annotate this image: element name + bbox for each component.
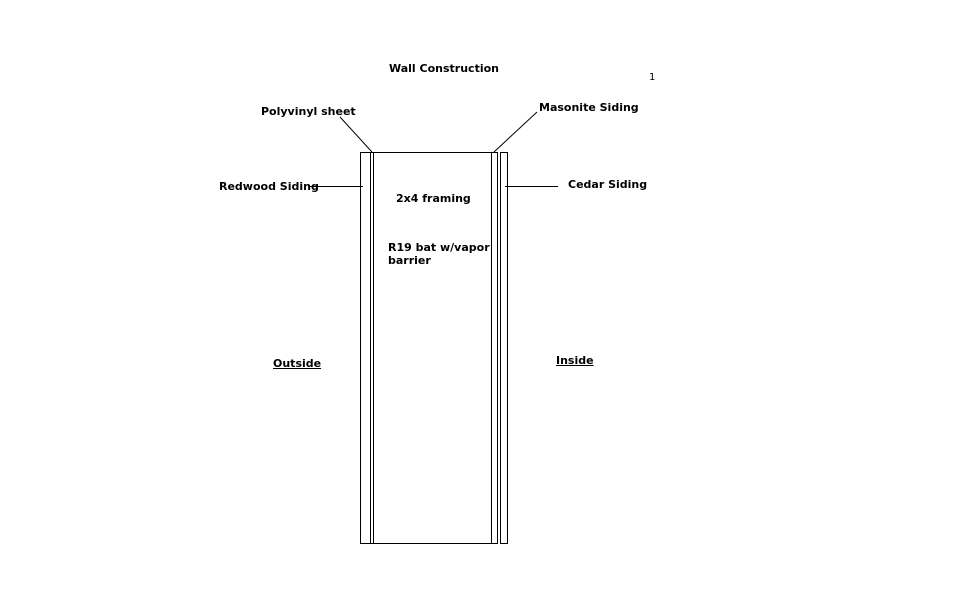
diagram-title: Wall Construction xyxy=(389,62,499,75)
inside-label: Inside xyxy=(556,354,594,367)
masonite-siding-label: Masonite Siding xyxy=(539,101,639,114)
polyvinyl-leader-line xyxy=(340,117,372,152)
polyvinyl-sheet-label: Polyvinyl sheet xyxy=(261,105,356,118)
framing-layer xyxy=(374,153,492,544)
cedar-siding-label: Cedar Siding xyxy=(568,178,648,191)
outside-label: Outside xyxy=(273,357,322,370)
redwood-siding-label: Redwood Siding xyxy=(219,180,319,193)
insulation-label: R19 bat w/vapor barrier xyxy=(388,241,490,267)
framing-label: 2x4 framing xyxy=(396,192,471,205)
cedar-siding-layer xyxy=(501,153,508,544)
masonite-leader-line xyxy=(494,112,537,152)
redwood-siding-layer xyxy=(361,153,371,544)
page-number: 1 xyxy=(649,72,656,83)
masonite-siding-layer xyxy=(492,153,498,544)
